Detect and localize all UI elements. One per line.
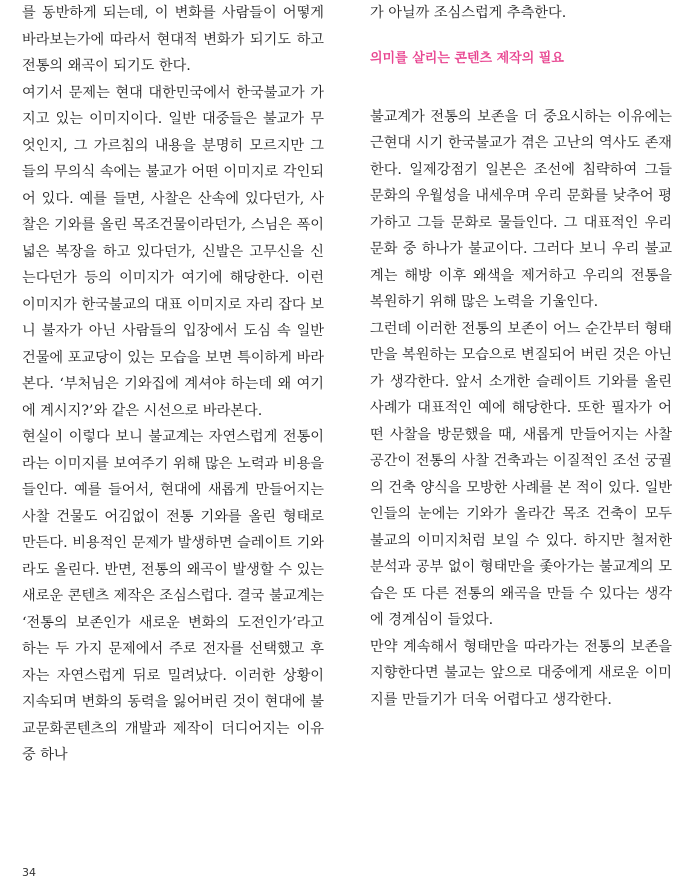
body-paragraph: 현실이 이렇다 보니 불교계는 자연스럽게 전통이라는 이미지를 보여주기 위해 많은 노력과 비용을 들인다. 예를 들어서, 현대에 새롭게 만들어지는 사찰 건물도 어김없이 전통 기와를 올린 형태로 만든다. 비용적인 문제가 발생하면 슬레이트 기와라도 올린다. 반면, 전통의 왜곡이 발생할 수 있는 새로운 콘텐츠 제작은 조심스럽다. 결국 불교계는 ‘전통의 보존인가 새로운 변화의 도전인가’라고 하는 두 가지 문제에서 주로 전자를 선택했고 후자는 자연스럽게 뒤로 밀려났다. 이러한 상황이 지속되며 변화의 동력을 잃어버린 것이 현대에 불교문화콘텐츠의 개발과 제작이 더디어지는 이유 중 하나	[22, 429, 324, 763]
body-paragraph: 여기서 문제는 현대 대한민국에서 한국불교가 가지고 있는 이미지이다. 일반 대중들은 불교가 무엇인지, 그 가르침의 내용을 분명히 모르지만 그들의 무의식 속에는 불교가 어떤 이미지로 각인되어 있다. 예를 들면, 사찰은 산속에 있다던가, 사찰은 기와를 올린 목조건물이라던가, 스님은 폭이 넓은 복장을 하고 있다던가, 신발은 고무신을 신는다던가 등의 이미지가 여기에 해당한다. 이런 이미지가 한국불교의 대표 이미지로 자리 잡다 보니 불자가 아닌 사람들의 입장에서 도심 속 일반 건물에 포교당이 있는 모습을 보면 특이하게 바라본다. ‘부처님은 기와집에 계셔야 하는데 왜 여기에 계시지?’와 같은 시선으로 바라본다.	[22, 84, 324, 419]
left-column	[22, 0, 324, 769]
body-paragraph: 만약 계속해서 형태만을 따라가는 전통의 보존을 지향한다면 불교는 앞으로 대중에게 새로운 이미지를 만들기가 더욱 어렵다고 생각한다.	[370, 638, 672, 708]
body-paragraph: 불교계가 전통의 보존을 더 중요시하는 이유에는 근현대 시기 한국불교가 겪은 고난의 역사도 존재한다. 일제강점기 일본은 조선에 침략하여 그들 문화의 우월성을 내세우며 우리 문화를 낮추어 평가하고 그들 문화로 물들인다. 그 대표적인 우리 문화 중 하나가 불교이다. 그러다 보니 우리 불교계는 해방 이후 왜색을 제거하고 우리의 전통을 복원하기 위해 많은 노력을 기울인다.	[370, 108, 672, 310]
body-paragraph: 그런데 이러한 전통의 보존이 어느 순간부터 형태만을 복원하는 모습으로 변질되어 버린 것은 아닌가 생각한다. 앞서 소개한 슬레이트 기와를 올린 사례가 대표적인 예에 해당한다. 또한 필자가 어떤 사찰을 방문했을 때, 새롭게 만들어지는 사찰 공간이 전통의 사찰 건축과는 이질적인 조선 궁궐의 건축 양식을 모방한 사례를 본 적이 있다. 일반인들의 눈에는 기와가 올라간 목조 건축이 모두 불교의 이미지처럼 보일 수 있다. 하지만 철저한 분석과 공부 없이 형태만을 좇아가는 불교계의 모습은 또 다른 전통의 왜곡을 만들 수 있다는 생각에 경계심이 들었다.	[370, 320, 672, 628]
page-number: 34	[22, 866, 36, 879]
continuation-text: 가 아닐까 조심스럽게 추측한다.	[370, 5, 567, 21]
section-heading: 의미를 살리는 콘텐츠 제작의 필요	[370, 50, 564, 66]
body-paragraph: 를 동반하게 되는데, 이 변화를 사람들이 어떻게 바라보는가에 따라서 현대적 변화가 되기도 하고 전통의 왜곡이 되기도 한다.	[22, 5, 324, 74]
right-column	[370, 0, 672, 713]
